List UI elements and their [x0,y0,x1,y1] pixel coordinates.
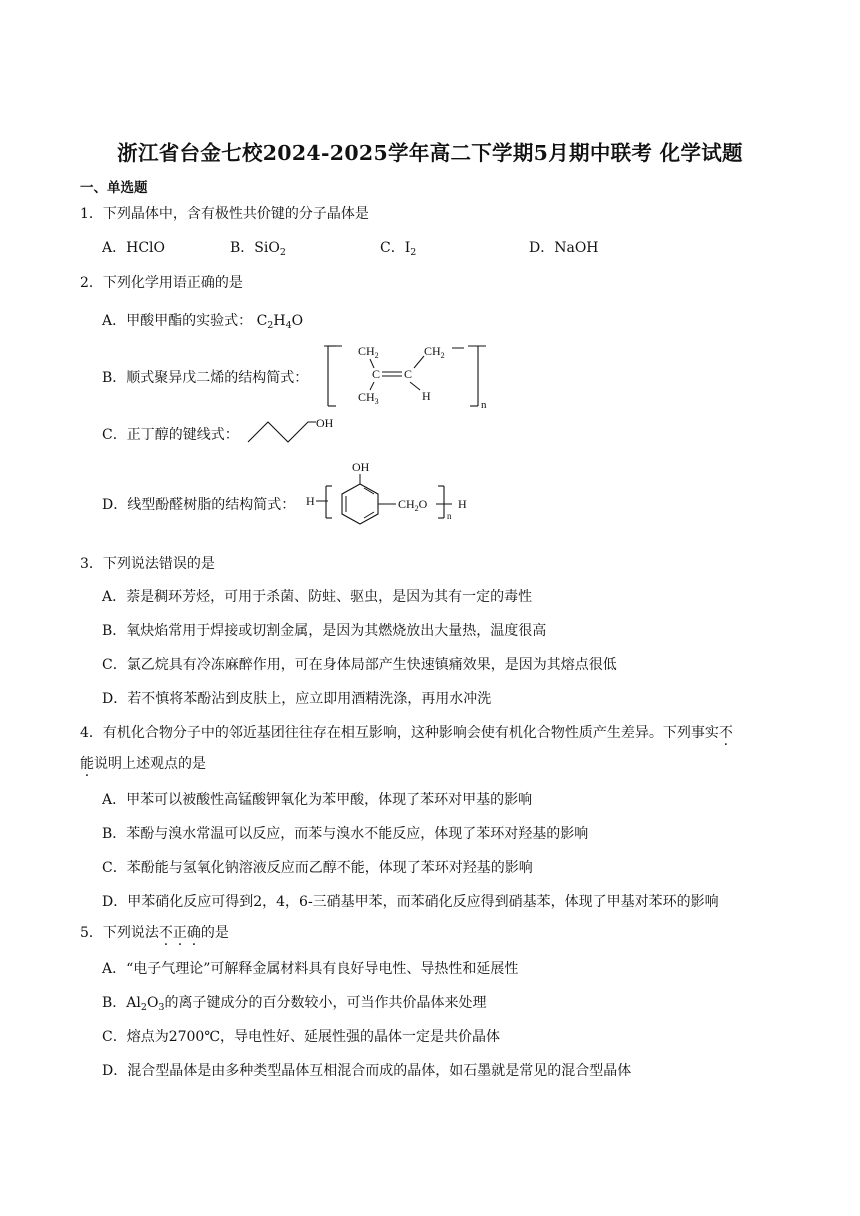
question-5-stem: 5．下列说法不正确的是 [80,925,229,941]
repeat-n-label: n [481,399,487,410]
page-title: 浙江省台金七校2024-2025学年高二下学期5月期中联考 化学试题 [117,141,743,165]
question-3-option-b: B．氧炔焰常用于焊接或切割金属，是因为其燃烧放出大量热，温度很高 [102,623,547,639]
hydroxyl-label: OH [316,416,334,430]
question-4-option-c: C．苯酚能与氢氧化钠溶液反应而乙醇不能，体现了苯环对羟基的影响 [102,860,533,876]
question-2-option-d: D．线型酚醛树脂的结构简式： [102,497,296,513]
question-2-option-a: A．甲酸甲酯的实验式： $C_2H_4O$ [102,313,304,331]
question-2-option-c: C．正丁醇的键线式： [102,427,239,443]
question-3-option-a: A．萘是稠环芳烃，可用于杀菌、防蛀、驱虫，是因为其有一定的毒性 [102,589,533,605]
question-2-option-b: B．顺式聚异戊二烯的结构简式： [102,370,309,386]
ch2-right-label: $CH_2$ [424,344,445,360]
question-1-option-c: C．$I_2$ [380,240,417,258]
h-right-label: H [458,497,467,511]
question-4-stem-line2: 能说明上述观点的是 [80,756,206,772]
ch3-label: $CH_3$ [358,390,379,406]
n-butanol-skeletal-structure [244,410,344,446]
question-2-stem: 2．下列化学用语正确的是 [80,275,243,291]
phenolic-resin-structure [302,456,482,528]
question-3-option-d: D．若不慎将苯酚沾到皮肤上，应立即用酒精洗涤，再用水冲洗 [102,691,492,707]
ch2-left-label: $CH_2$ [358,344,379,360]
h-left-label: H [306,494,315,508]
question-1-stem: 1．下列晶体中，含有极性共价键的分子晶体是 [80,206,369,222]
question-5-option-b: B．$Al_2O_3$的离子键成分的百分数较小，可当作共价晶体来处理 [102,995,487,1013]
question-4-option-a: A．甲苯可以被酸性高锰酸钾氧化为苯甲酸，体现了苯环对甲基的影响 [102,792,533,808]
carbon-right-label: C [404,367,413,381]
hydrogen-label: H [422,389,431,403]
question-1-option-a: A．HClO [102,240,165,256]
question-4-option-b: B．苯酚与溴水常温可以反应，而苯与溴水不能反应，体现了苯环对羟基的影响 [102,826,589,842]
section-heading: 一、单选题 [80,180,148,196]
question-4-option-d: D．甲苯硝化反应可得到2，4，6-三硝基甲苯，而苯硝化反应得到硝基苯，体现了甲基对苯环的影响 [102,894,719,910]
formula-c2h4o: $C_2H_4O$ [256,313,304,331]
repeat-n-label: n [447,511,452,521]
question-3-option-c: C．氯乙烷具有冷冻麻醉作用，可在身体局部产生快速镇痛效果，是因为其熔点很低 [102,657,617,673]
ch2o-label: $CH_2O$ [398,497,428,513]
question-4-stem-line1: 4．有机化合物分子中的邻近基团往往存在相互影响，这种影响会使有机化合物性质产生差异。下列事实不 [80,725,733,741]
question-5-option-d: D．混合型晶体是由多种类型晶体互相混合而成的晶体，如石墨就是常见的混合型晶体 [102,1063,632,1079]
hydroxyl-phenol-label: OH [352,460,370,474]
carbon-left-label: C [372,367,381,381]
question-5-option-c: C．熔点为2700℃，导电性好、延展性强的晶体一定是共价晶体 [102,1029,501,1045]
cis-polyisoprene-structure [318,338,498,410]
question-1-option-b: B．SiO$_2$ [230,240,286,258]
question-5-option-a: A．“电子气理论”可解释金属材料具有良好导电性、导热性和延展性 [102,961,519,977]
question-1-option-d: D．NaOH [529,240,599,256]
question-3-stem: 3．下列说法错误的是 [80,556,215,572]
